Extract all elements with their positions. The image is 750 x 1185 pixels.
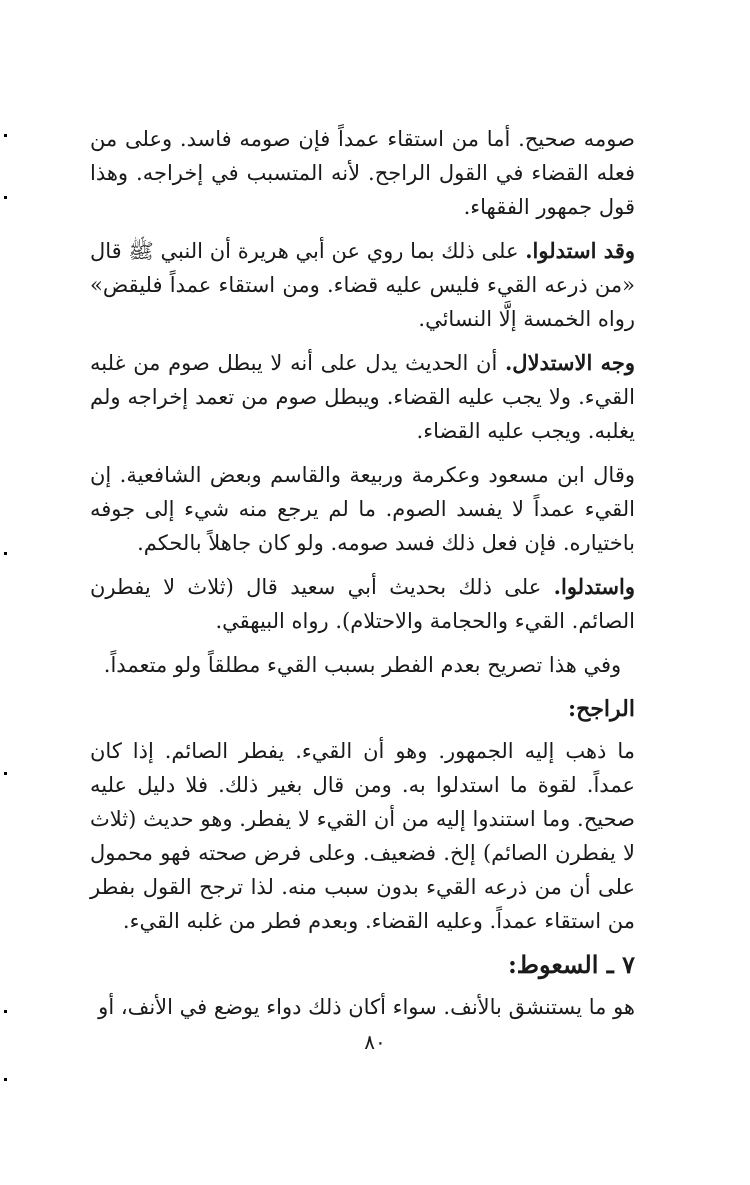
scan-mark: [4, 134, 7, 137]
scan-mark: [4, 1010, 7, 1013]
scan-mark: [4, 196, 7, 199]
paragraph-text: على ذلك بحديث أبي سعيد قال (ثلاث لا يفطرن الصائم. القيء والحجامة والاحتلام). رواه البيهقي.: [90, 575, 635, 633]
paragraph-lead: وقد استدلوا.: [525, 238, 635, 263]
section-paragraph: هو ما يستنشق بالأنف. سواء أكان ذلك دواء يوضع في الأنف، أو: [98, 995, 635, 1019]
paragraph-text: وفي هذا تصريح بعدم الفطر بسبب القيء مطلقاً ولو متعمداً.: [103, 653, 622, 677]
paragraph-4: [90, 458, 635, 560]
page-body: [90, 122, 635, 1034]
rajih-heading: الراجح:: [568, 696, 635, 722]
section-heading: ٧ ـ السعوط:: [507, 950, 635, 979]
paragraph-text: وقال ابن مسعود وعكرمة وربيعة والقاسم وبعض الشافعية. إن القيء عمداً لا يفسد الصوم. ما لم يرجع منه شيء إلى جوفه باختياره. فإن فعل ذلك فسد صومه. ولو كان جاهلاً بالحكم.: [90, 463, 635, 555]
paragraph-5: [90, 570, 635, 638]
scan-mark: [4, 552, 7, 555]
scan-mark: [4, 772, 7, 775]
paragraph-2: [90, 234, 635, 336]
paragraph-text: صومه صحيح. أما من استقاء عمداً فإن صومه فاسد. وعلى من فعله القضاء في القول الراجح. لأنه المتسبب في إخراجه. وهذا قول جمهور الفقهاء.: [90, 127, 635, 219]
paragraph-3: [90, 346, 635, 448]
page-number: ٨٠: [364, 1030, 386, 1054]
paragraph-text: على ذلك بما روي عن أبي هريرة أن النبي ﷺ قال «من ذرعه القيء فليس عليه قضاء. ومن استقاء عمداً فليقض» رواه الخمسة إلَّا النسائي.: [90, 239, 635, 331]
paragraph-lead: واستدلوا.: [553, 574, 635, 599]
scan-mark: [4, 1078, 7, 1081]
paragraph-text: أن الحديث يدل على أنه لا يبطل صوم من غلبه القيء. ولا يجب عليه القضاء. ويبطل صوم من تعمد إخراجه ولم يغلبه. ويجب عليه القضاء.: [90, 351, 635, 443]
paragraph-lead: وجه الاستدلال.: [505, 350, 635, 375]
rajih-paragraph: ما ذهب إليه الجمهور. وهو أن القيء. يفطر الصائم. إذا كان عمداً. لقوة ما استدلوا به. ومن قال بغير ذلك. فلا دليل عليه صحيح. وما استندوا إليه من أن القيء لا يفطر. وهو حديث (ثلاث لا يفطرن الصائم) إلخ. فضعيف. وعلى فرض صحته فهو محمول على أن من ذرعه القيء بدون سبب منه. لذا ترجح القول بفطر من استقاء عمداً. وعليه القضاء. وبعدم فطر من غلبه القيء.: [90, 739, 635, 933]
paragraph-1: [90, 122, 635, 224]
paragraph-6: [90, 648, 635, 682]
